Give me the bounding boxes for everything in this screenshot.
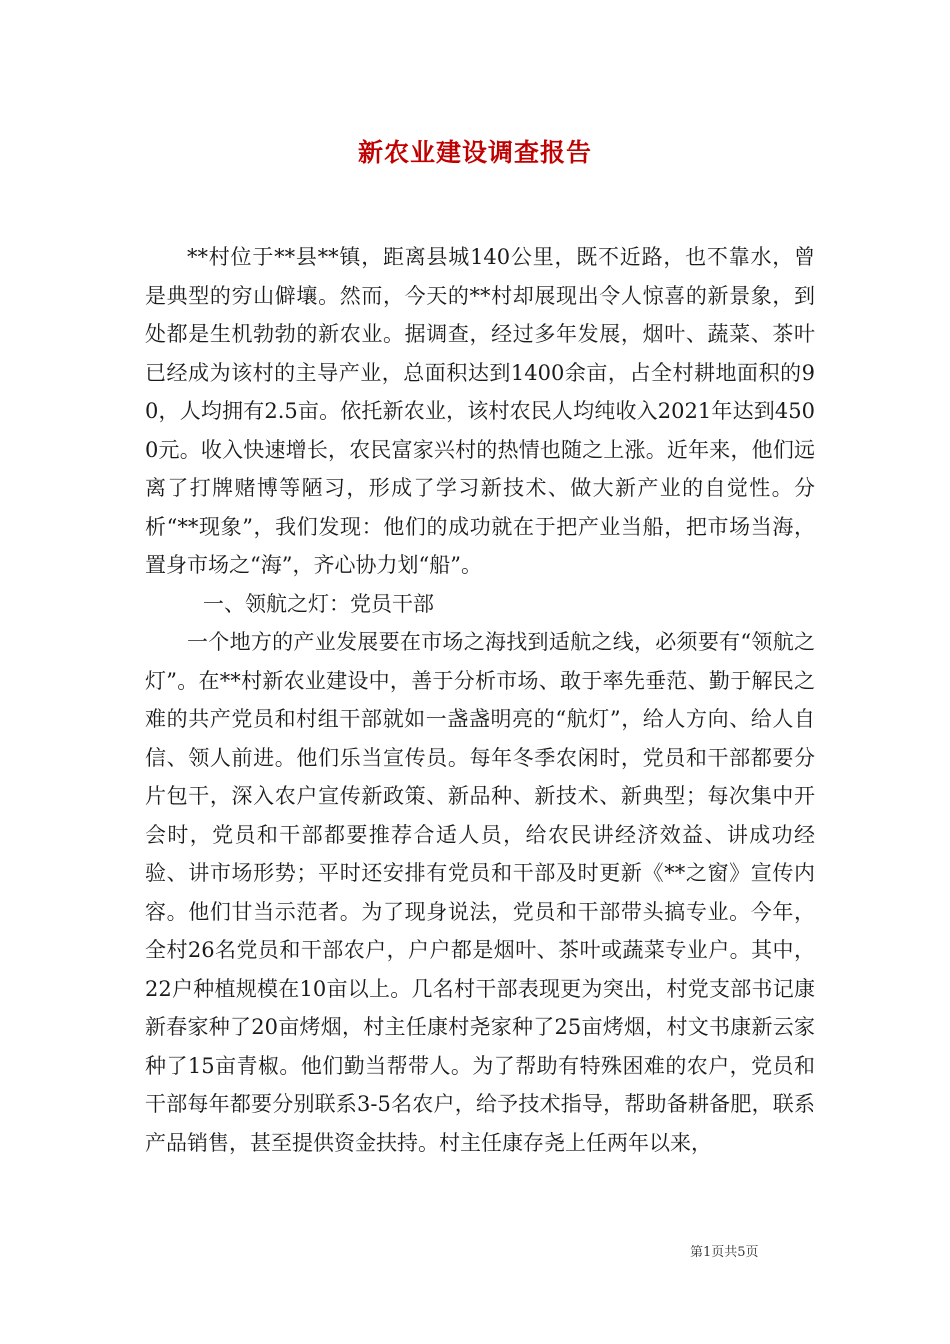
page-number: 第1页共5页 <box>690 1245 759 1260</box>
section-paragraph: 一个地方的产业发展要在市场之海找到适航之线，必须要有“领航之灯”。在**村新农业建设中，善于分析市场、敢于率先垂范、勤于解民之难的共产党员和村组干部就如一盏盏明亮的“航灯”，给人方向、给人自信、领人前进。他们乐当宣传员。每年冬季农闲时，党员和干部都要分片包干，深入农户宣传新政策、新品种、新技术、新典型；每次集中开会时，党员和干部都要推荐合适人员，给农民讲经济效益、讲成功经验、讲市场形势；平时还安排有党员和干部及时更新《**之窗》宣传内容。他们甘当示范者。为了现身说法，党员和干部带头搞专业。今年，全村26名党员和干部农户，户户都是烟叶、茶叶或蔬菜专业户。其中，22户种植规模在10亩以上。几名村干部表现更为突出，村党支部书记康新春家种了20亩烤烟，村主任康村尧家种了25亩烤烟，村文书康新云家种了15亩青椒。他们勤当帮带人。为了帮助有特殊困难的农户，党员和干部每年都要分别联系3-5名农户，给予技术指导，帮助备耕备肥，联系产品销售，甚至提供资金扶持。村主任康存尧上任两年以来， <box>145 630 815 1155</box>
section-heading: 一、领航之灯：党员干部 <box>203 591 434 616</box>
document-title: 新农业建设调查报告 <box>357 138 592 167</box>
intro-paragraph: **村位于**县**镇，距离县城140公里，既不近路，也不靠水，曾是典型的穷山僻壤。然而，今天的**村却展现出令人惊喜的新景象，到处都是生机勃勃的新农业。据调查，经过多年发展，烟叶、蔬菜、茶叶已经成为该村的主导产业，总面积达到1400余亩，占全村耕地面积的90，人均拥有2.5亩。依托新农业，该村农民人均纯收入2021年达到4500元。收入快速增长，农民富家兴村的热情也随之上涨。近年来，他们远离了打牌赌博等陋习，形成了学习新技术、做大新产业的自觉性。分析“**现象”，我们发现：他们的成功就在于把产业当船，把市场当海，置身市场之“海”，齐心协力划“船”。 <box>145 245 815 577</box>
document-body <box>145 238 815 1162</box>
